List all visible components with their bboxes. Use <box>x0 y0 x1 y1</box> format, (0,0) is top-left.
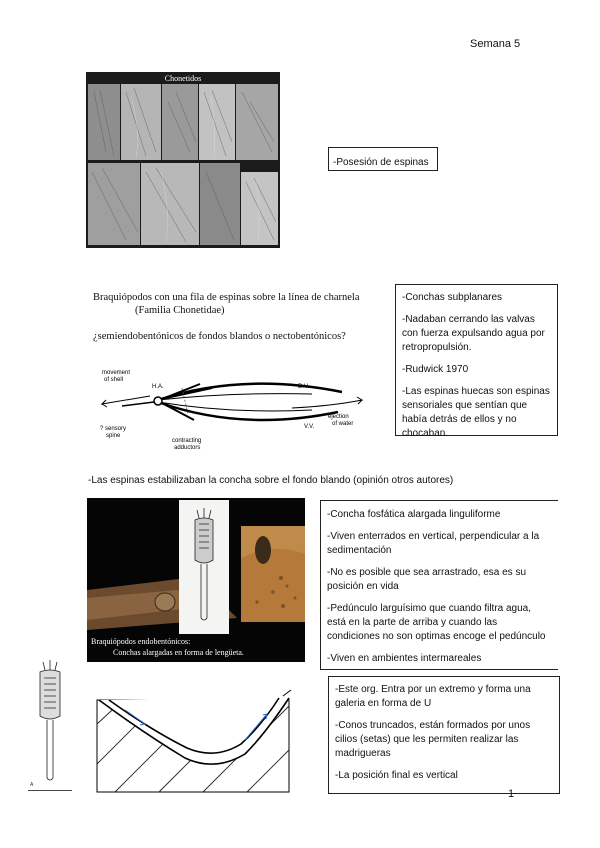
u-burrow-diagram <box>95 684 295 794</box>
concha-fosfatica-box <box>320 500 558 670</box>
brachiopod-family: (Familia Chonetidae) <box>135 305 225 316</box>
brachiopod-question: ¿semiendobentónicos de fondos blandos o nectobentónicos? <box>93 331 346 342</box>
lingula-small-drawing <box>28 658 72 791</box>
posesion-espinas-text: -Posesión de espinas <box>333 157 429 168</box>
page-number: 1 <box>508 788 515 800</box>
galeria-item-3: -La posición final es vertical <box>335 770 458 781</box>
photo-caption-1: Braquiópodos endobentónicos: <box>91 637 191 646</box>
galeria-box <box>328 676 560 794</box>
label-ha: H.A. <box>152 384 164 390</box>
conchas-box <box>395 284 558 439</box>
fosfatica-item-4: -Pedúnculo larguísimo que cuando filtra agua, está en la parte de arriba y cuando las condiciones no son optimas encoge el pedúnculo <box>327 603 546 642</box>
label-of-shell: of shell <box>104 377 124 383</box>
stabilize-statement: -Las espinas estabilizaban la concha sobre el fondo blando (opinión otros autores) <box>88 475 454 486</box>
label-dv: D.V. <box>298 384 310 390</box>
label-adductors: adductors <box>174 445 201 451</box>
conchas-item-2: -Nadaban cerrando las valvas con fuerza expulsando agua por retropropulsión. <box>402 314 545 353</box>
fossil-plate-caption: Chonetidos <box>164 74 202 83</box>
week-header: Semana 5 <box>470 38 521 50</box>
fosfatica-item-3: -No es posible que sea arrastrado, esa es su posición en vida <box>327 567 526 592</box>
label-vv: V.V. <box>304 424 315 430</box>
label-spine: spine <box>106 433 121 439</box>
label-movement: movement <box>102 370 131 376</box>
lingula-photo <box>87 498 305 662</box>
conchas-item-1: -Conchas subplanares <box>402 292 503 303</box>
conchas-item-3: -Rudwick 1970 <box>402 364 469 375</box>
conchas-item-4: -Las espinas huecas son espinas sensoriales que sentían que había detrás de ellos y no chocaban. <box>402 386 550 439</box>
fosfatica-item-5: -Viven en ambientes intermareales <box>327 653 482 664</box>
posesion-espinas-box <box>328 147 438 171</box>
brachiopod-title: Braquiópodos con una fila de espinas sobre la línea de charnela <box>93 292 360 303</box>
fosfatica-item-1: -Concha fosfática alargada linguliforme <box>327 509 501 520</box>
label-sensory: ? sensory <box>100 426 127 432</box>
swimming-diagram <box>92 362 372 462</box>
lingula-small-letter: A <box>30 782 34 788</box>
label-contracting: contracting <box>172 438 202 444</box>
photo-caption-2: Conchas alargadas en forma de lengüeta. <box>113 648 244 657</box>
galeria-item-2: -Conos truncados, están formados por unos cilios (setas) que les permiten realizar las madrigueras <box>335 720 531 759</box>
chonetid-fossil-plate <box>86 72 280 248</box>
galeria-item-1: -Este org. Entra por un extremo y forma una galeria en forma de U <box>335 684 531 709</box>
label-of-water: of water <box>332 421 354 427</box>
fosfatica-item-2: -Viven enterrados en vertical, perpendicular a la sedimentación <box>327 531 540 556</box>
label-ejection: ejection <box>328 414 349 420</box>
